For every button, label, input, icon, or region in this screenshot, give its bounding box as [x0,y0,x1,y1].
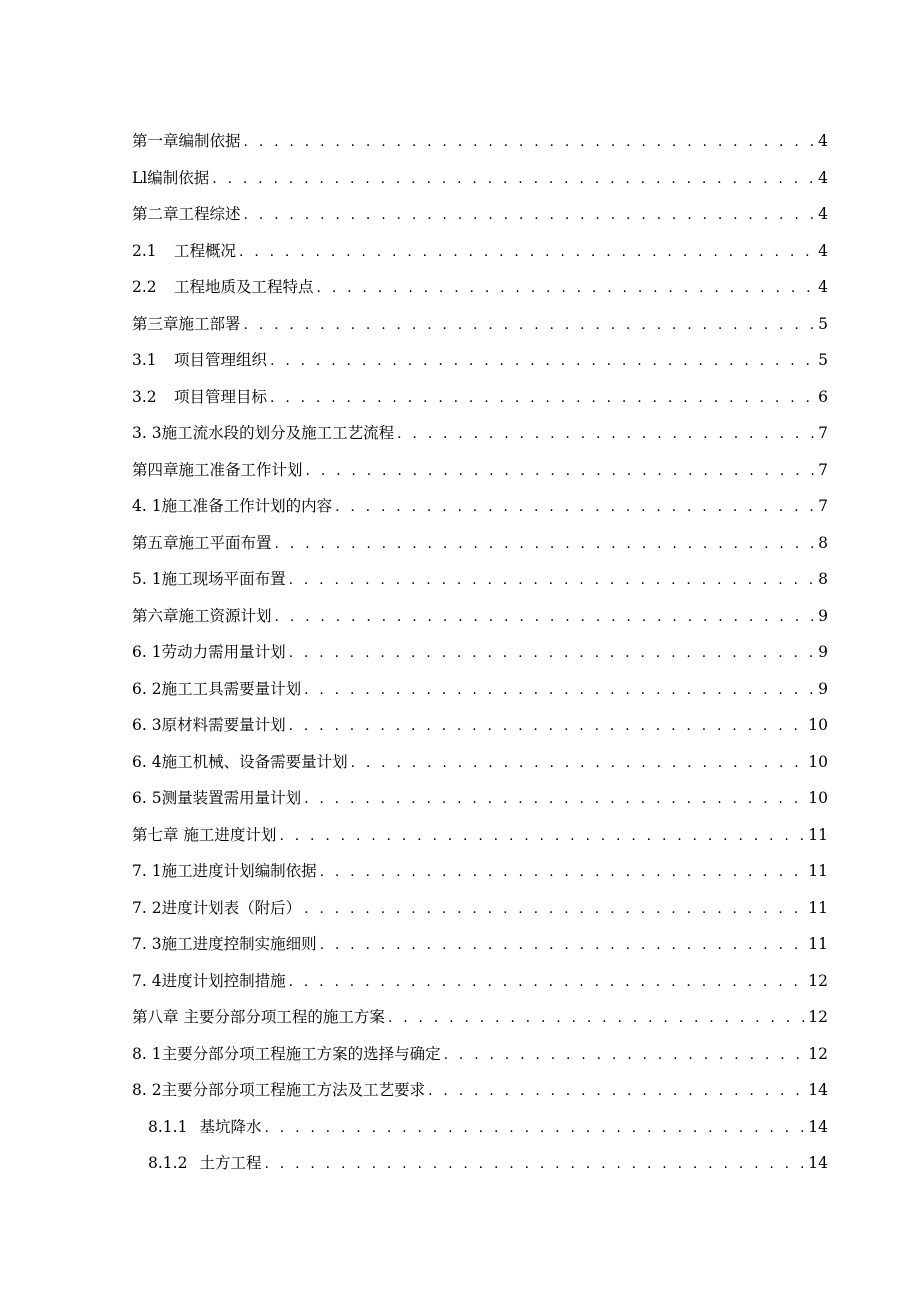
dot-leader [239,237,815,267]
toc-entry[interactable] [132,455,828,492]
toc-entry-text: 7. 3施工进度控制实施细则 [132,935,317,953]
toc-entry-title [132,272,314,302]
toc-entry-number: 3.2 [132,387,157,406]
toc-entry-text: 第八章 主要分部分项工程的施工方案 [132,1008,385,1026]
toc-entry[interactable] [132,126,828,163]
toc-entry-page-number: 4 [818,278,828,296]
toc-entry-number: 3.1 [132,351,157,369]
toc-entry-page-number: 5 [818,351,828,369]
toc-entry-page-number: 4 [818,168,828,187]
toc-entry-page-number: 14 [808,1154,828,1172]
toc-entry-page-number: 9 [818,643,828,661]
toc-entry-number: 2.2 [132,278,157,296]
toc-entry-text: 第二章工程综述 [132,205,241,223]
toc-entry[interactable] [132,564,828,601]
toc-entry-page-number: 7 [818,424,828,442]
toc-entry-title [132,1075,425,1105]
toc-entry[interactable] [132,1148,828,1185]
toc-entry-text: 8. 1主要分部分项工程施工方案的选择与确定 [132,1044,441,1063]
toc-entry-title [132,382,267,412]
toc-entry-title [132,601,272,631]
dot-leader [279,821,805,851]
toc-entry-text: 6. 4施工机械、设备需要量计划 [132,752,348,771]
toc-entry[interactable] [132,1112,828,1149]
dot-leader [428,1076,805,1106]
toc-entry-text: 工程概况 [174,241,237,260]
toc-entry-text: 工程地质及工程特点 [174,278,314,296]
toc-entry-page-number: 6 [818,387,828,406]
dot-leader [320,857,806,887]
toc-entry-title [148,1112,261,1142]
dot-leader [270,346,815,376]
toc-entry[interactable] [132,418,828,455]
toc-entry-page-number: 11 [808,898,828,917]
toc-entry-page-number: 4 [818,205,828,223]
toc-entry-page-number: 7 [818,497,828,515]
toc-entry-number: 8.1.1 [148,1117,188,1136]
dot-leader [270,383,815,413]
toc-entry-page-number: 10 [808,789,828,807]
toc-entry-title [132,856,317,886]
toc-entry[interactable] [132,637,828,674]
toc-entry-text: 7. 1施工进度计划编制依据 [132,862,317,880]
toc-entry[interactable] [132,491,828,528]
toc-entry-title [132,455,303,485]
toc-entry-text: 4. 1施工准备工作计划的内容 [132,497,333,515]
dot-leader [244,127,816,157]
toc-entry-title [132,929,317,959]
toc-entry-text: 6. 1劳动力需用量计划 [132,643,286,661]
toc-entry[interactable] [132,966,828,1003]
toc-entry-title [148,1148,261,1178]
toc-entry[interactable] [132,1075,828,1112]
table-of-contents [132,126,828,1185]
toc-entry-number: 8.1.2 [148,1154,188,1172]
dot-leader [244,200,816,230]
toc-entry-title [132,674,301,704]
toc-entry-text: 项目管理组织 [174,351,268,369]
toc-entry[interactable] [132,601,828,638]
toc-entry-title [132,783,301,813]
toc-entry[interactable] [132,528,828,565]
toc-entry-title [132,710,286,740]
toc-entry-title [132,564,286,594]
dot-leader [304,675,815,705]
toc-entry[interactable] [132,783,828,820]
toc-entry-page-number: 14 [808,1117,828,1136]
dot-leader [289,565,816,595]
toc-entry-text: 8. 2主要分部分项工程施工方法及工艺要求 [132,1081,426,1099]
toc-entry[interactable] [132,1002,828,1039]
toc-entry-text: 7. 4进度计划控制措施 [132,971,286,990]
toc-entry-text: 7. 2进度计划表（附后） [132,898,302,917]
toc-entry-page-number: 12 [808,1008,828,1026]
dot-leader [351,748,806,778]
toc-entry[interactable] [132,929,828,966]
toc-entry-title [132,126,241,156]
toc-entry-text: 第六章施工资源计划 [132,606,272,625]
dot-leader [306,456,816,486]
toc-entry[interactable] [132,747,828,784]
toc-entry-title [132,1039,441,1069]
toc-entry-title [132,637,286,667]
toc-entry-text: 第七章 施工进度计划 [132,825,277,844]
toc-entry-title [132,199,241,229]
toc-entry[interactable] [132,199,828,236]
toc-entry[interactable] [132,1039,828,1076]
toc-entry-title [132,820,276,850]
toc-entry-page-number: 7 [818,460,828,479]
dot-leader [304,894,805,924]
toc-entry-text: 第一章编制依据 [132,132,241,150]
dot-leader [388,1003,805,1033]
toc-entry[interactable] [132,309,828,346]
toc-entry-text: 第四章施工准备工作计划 [132,460,303,479]
toc-entry[interactable] [132,272,828,309]
toc-entry-page-number: 11 [808,825,828,844]
toc-entry-text: 第五章施工平面布置 [132,533,272,552]
toc-entry-page-number: 12 [808,971,828,990]
dot-leader [444,1040,806,1070]
toc-entry-text: 6. 5测量装置需用量计划 [132,789,302,807]
dot-leader [397,419,815,449]
dot-leader [275,529,816,559]
toc-entry-page-number: 5 [818,314,828,333]
dot-leader [244,310,816,340]
toc-entry-text: Ll编制依据 [132,168,210,187]
toc-entry[interactable] [132,345,828,382]
toc-entry-page-number: 4 [818,241,828,260]
toc-entry-page-number: 11 [808,862,828,880]
toc-entry-title [132,418,394,448]
toc-entry-page-number: 4 [818,132,828,150]
dot-leader [320,930,806,960]
toc-entry[interactable] [132,893,828,930]
toc-entry-title [132,966,286,996]
dot-leader [264,1113,805,1143]
dot-leader [304,784,805,814]
dot-leader [212,164,815,194]
toc-entry[interactable] [132,236,828,273]
toc-entry-title [132,345,267,375]
dot-leader [289,967,806,997]
toc-entry-page-number: 9 [818,606,828,625]
toc-entry-text: 项目管理目标 [174,387,268,406]
toc-entry-page-number: 10 [808,716,828,734]
toc-entry-text: 5. 1施工现场平面布置 [132,570,286,588]
toc-entry-title [132,747,348,777]
toc-entry[interactable] [132,820,828,857]
toc-entry-page-number: 8 [818,533,828,552]
dot-leader [289,638,816,668]
dot-leader [275,602,816,632]
toc-entry-page-number: 8 [818,570,828,588]
toc-entry-number: 2.1 [132,241,157,260]
toc-entry-title [132,528,272,558]
toc-entry-text: 基坑降水 [199,1117,262,1136]
toc-entry[interactable] [132,674,828,711]
toc-entry[interactable] [132,163,828,200]
toc-entry-text: 第三章施工部署 [132,314,241,333]
toc-entry-title [132,236,236,266]
toc-entry-page-number: 12 [808,1044,828,1063]
toc-entry-text: 6. 3原材料需要量计划 [132,716,286,734]
toc-entry-title [132,309,241,339]
toc-entry-title [132,893,301,923]
toc-entry-title [132,491,332,521]
toc-entry[interactable] [132,710,828,747]
dot-leader [264,1149,805,1179]
dot-leader [289,711,806,741]
toc-entry-title [132,163,209,193]
toc-entry-page-number: 9 [818,679,828,698]
toc-entry-page-number: 14 [808,1081,828,1099]
toc-entry-text: 6. 2施工工具需要量计划 [132,679,302,698]
toc-entry[interactable] [132,382,828,419]
toc-entry-page-number: 11 [808,935,828,953]
dot-leader [335,492,815,522]
toc-entry-text: 3. 3施工流水段的划分及施工工艺流程 [132,424,395,442]
dot-leader [317,273,816,303]
toc-entry-title [132,1002,385,1032]
toc-entry-text: 土方工程 [199,1154,262,1172]
toc-entry-page-number: 10 [808,752,828,771]
toc-entry[interactable] [132,856,828,893]
